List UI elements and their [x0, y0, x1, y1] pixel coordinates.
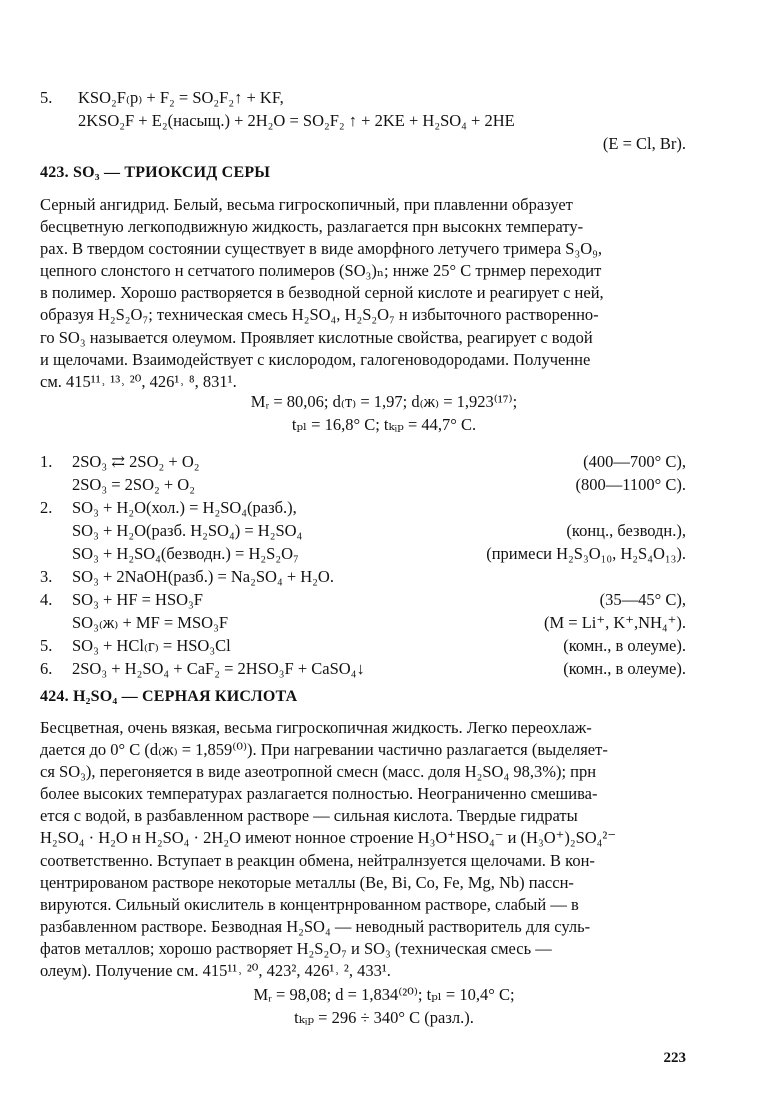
reaction-condition: (комн., в олеуме). [563, 659, 686, 678]
text-line: центрированом растворе некоторые металлы (Be, Bi, Co, Fe, Mg, Nb) пассн- [40, 872, 574, 892]
reaction-condition: (комн., в олеуме). [563, 636, 686, 655]
reaction-condition: (400—700° C), [583, 452, 686, 471]
text-line: более высоких температурах разлагается полностью. Неограниченно смешива- [40, 784, 598, 804]
reaction-number: 5. [40, 88, 53, 107]
physical-constants: tₚₗ = 16,8° C; tₖᵢₚ = 44,7° C. [291, 415, 477, 434]
section-heading-423: 423. SO₃ — ТРИОКСИД СЕРЫ [40, 164, 271, 181]
reaction-condition: (E = Cl, Br). [602, 134, 686, 153]
reaction-equation: SO₃ + HF = HSO₃F [72, 590, 203, 609]
text-line: разбавленном растворе. Безводная H₂SO₄ — неводный растворитель для суль- [40, 916, 591, 936]
reaction-number: 2. [40, 498, 53, 517]
section-heading-424: 424. H₂SO₄ — СЕРНАЯ КИСЛОТА [40, 688, 298, 705]
text-line: и щелочами. Взаимодействует с кислородом, галогеноводородами. Полученне [40, 349, 591, 369]
physical-constants: tₖᵢₚ = 296 ÷ 340° C (разл.). [294, 1008, 474, 1027]
reaction-equation: 2KSO₂F + E₂(насыщ.) + 2H₂O = SO₂F₂ ↑ + 2KE + H₂SO₄ + 2HE [78, 111, 515, 130]
text-line: дается до 0° С (d₍ж₎ = 1,859⁽⁰⁾). При нагревании частично разлагается (выделяет- [40, 740, 608, 760]
section-423-description [40, 194, 688, 393]
text-line: ется с водой, в разбавленном растворе — сильная кислота. Твердые гидраты [40, 806, 578, 826]
page-number: 223 [663, 1050, 686, 1066]
section-424-description [40, 717, 688, 982]
text-line: Бесцветная, очень вязкая, весьма гигроскопичная жидкость. Легко переохлаж- [40, 718, 592, 737]
reaction-condition: (800—1100° C). [575, 475, 686, 494]
reaction-equation: SO₃ + HCl₍г₎ = HSO₃Cl [72, 636, 231, 655]
reaction-equation: 2SO₃ + H₂SO₄ + CaF₂ = 2HSO₃F + CaSO₄↓ [72, 659, 365, 678]
text-line: цепного слонстого н сетчатого полимеров (SO₃)ₙ; ннже 25° С трнмер переходит [40, 261, 602, 281]
reaction-condition: (35—45° C), [599, 590, 686, 609]
reaction-equation: SO₃ + 2NaOH(разб.) = Na₂SO₄ + H₂O. [72, 567, 334, 586]
reaction-equation: SO₃ + H₂O(разб. H₂SO₄) = H₂SO₄ [72, 521, 303, 540]
text-line: см. 415¹¹˒ ¹³˒ ²⁰, 426¹˒ ⁸, 831¹. [40, 371, 237, 391]
reaction-equation: 2SO₃ = 2SO₂ + O₂ [72, 475, 195, 494]
reaction-equation: 2SO₃ ⇄ 2SO₂ + O₂ [72, 452, 200, 471]
reaction-condition: (M = Li⁺, K⁺,NH₄⁺). [543, 613, 686, 632]
reaction-number: 3. [40, 567, 53, 586]
reaction-equation: SO₃₍ж₎ + MF = MSO₃F [72, 613, 229, 632]
reaction-equation: KSO₂F₍р₎ + F₂ = SO₂F₂↑ + KF, [78, 88, 284, 107]
text-line: Серный ангидрид. Белый, весьма гигроскопичный, при плавленни образует [40, 195, 573, 214]
text-line: соответственно. Вступает в реакцин обмена, нейтралнзуется щелочами. В кон- [40, 850, 595, 870]
text-line: образуя H₂S₂O₇; техническая смесь H₂SO₄, H₂S₂O₇ н избыточного растворенно- [40, 305, 599, 325]
text-line: рах. В твердом состоянии существует в виде аморфного летучего тримера S₃O₉, [40, 239, 603, 259]
reaction-number: 4. [40, 590, 53, 609]
reaction-number: 5. [40, 636, 53, 655]
text-line: бесцветную легкоподвижную жидкость, разлагается прн высокнх температу- [40, 217, 584, 237]
reaction-number: 6. [40, 659, 53, 678]
reaction-equation: SO₃ + H₂O(хол.) = H₂SO₄(разб.), [72, 498, 297, 517]
physical-constants: Mᵣ = 98,08; d = 1,834⁽²⁰⁾; tₚₗ = 10,4° C; [253, 985, 515, 1004]
text-line: в полимер. Хорошо растворяется в безводной серной кислоте и реагирует с ней, [40, 283, 604, 303]
reaction-number: 1. [40, 452, 53, 471]
text-line: олеум). Получение см. 415¹¹˒ ²⁰, 423², 426¹˒ ², 433¹. [40, 961, 391, 981]
physical-constants: Mᵣ = 80,06; d₍т₎ = 1,97; d₍ж₎ = 1,923⁽¹⁷⁾; [250, 392, 518, 411]
text-line: ся SO₃), перегоняется в виде азеотропной смесн (масс. доля H₂SO₄ 98,3%); прн [40, 762, 597, 782]
reaction-condition: (конц., безводн.), [566, 521, 686, 540]
text-line: фатов металлов; хорошо растворяет H₂S₂O₇ и SO₃ (техническая смесь — [40, 938, 552, 958]
text-line: вируются. Сильный окислитель в концентрнрованном растворе, слабый — в [40, 894, 579, 914]
reaction-equation: SO₃ + H₂SO₄(безводн.) = H₂S₂O₇ [72, 544, 299, 563]
reaction-condition: (примеси H₂S₃O₁₀, H₂S₄O₁₃). [486, 544, 686, 563]
text-line: го SO₃ называется олеумом. Проявляет кислотные свойства, реагирует с водой [40, 327, 593, 347]
text-line: H₂SO₄ · H₂O н H₂SO₄ · 2H₂O имеют нонное строение H₃O⁺HSO₄⁻ и (H₃O⁺)₂SO₄²⁻ [40, 828, 617, 848]
